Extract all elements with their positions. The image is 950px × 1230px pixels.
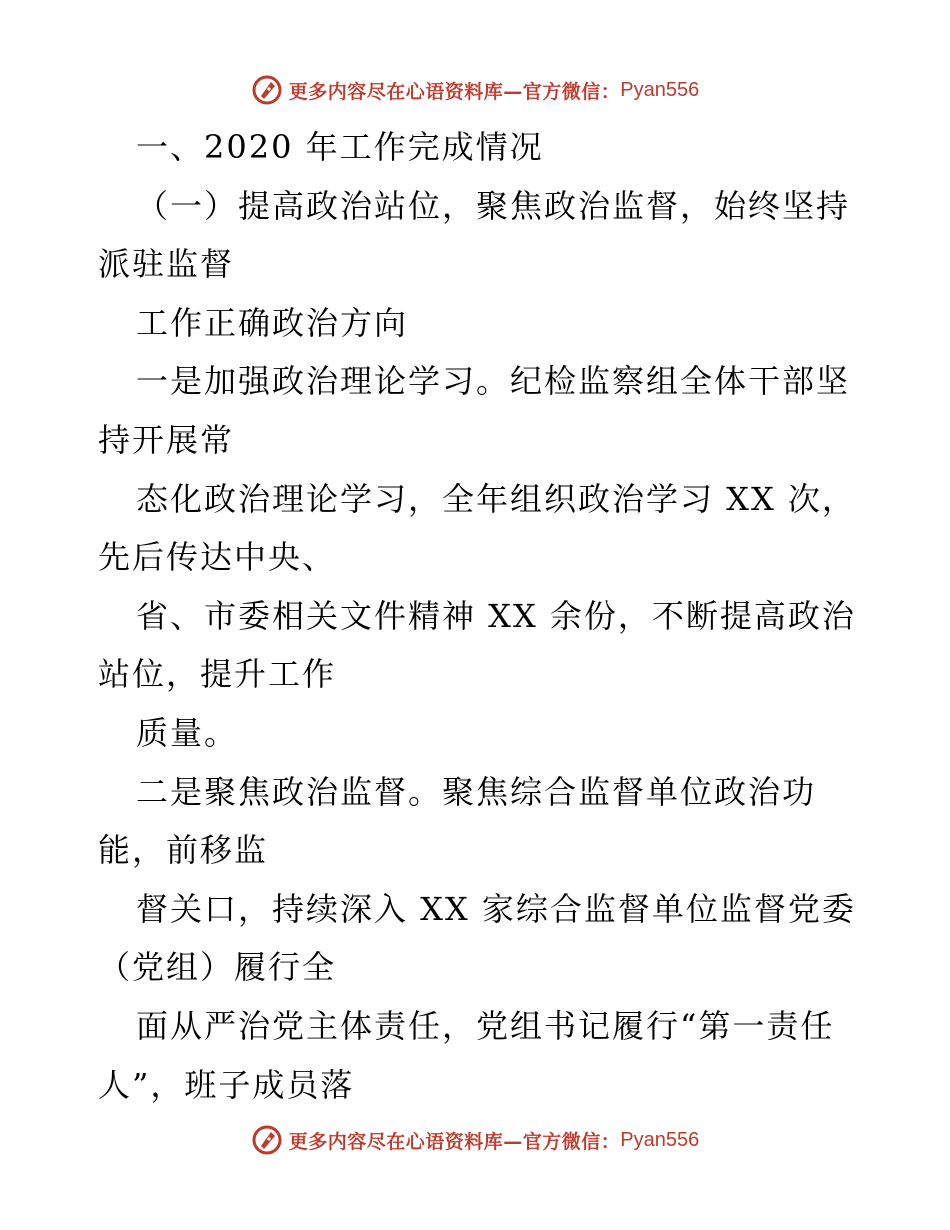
banner-wechat-handle: Pyan556	[620, 78, 700, 101]
footer-watermark-banner	[0, 1120, 950, 1160]
body-line: 督关口，持续深入 XX 家综合监督单位监督党委（党组）履行全	[98, 889, 856, 987]
pen-nib-logo-icon	[251, 1124, 283, 1156]
document-body	[98, 118, 858, 1114]
body-line: 工作正确政治方向	[136, 303, 409, 342]
body-line: 质量。	[136, 713, 239, 752]
header-watermark-banner	[0, 70, 950, 110]
banner-text: 更多内容尽在心语资料库—官方微信：	[288, 1130, 621, 1153]
body-line: 态化政治理论学习，全年组织政治学习 XX 次，先后传达中央、	[98, 479, 856, 577]
banner-wechat-handle: Pyan556	[620, 1128, 700, 1151]
body-line: 二是聚焦政治监督。聚焦综合监督单位政治功能，前移监	[98, 772, 817, 870]
subsection-heading: （一）提高政治站位，聚焦政治监督，始终坚持派驻监督	[98, 186, 851, 284]
banner-text: 更多内容尽在心语资料库—官方微信：	[288, 80, 621, 103]
section-heading: 一、2020 年工作完成情况	[136, 128, 544, 166]
body-line: 一是加强政治理论学习。纪检监察组全体干部坚持开展常	[98, 362, 851, 459]
pen-nib-logo-icon	[251, 74, 283, 106]
body-line: 省、市委相关文件精神 XX 余份，不断提高政治站位，提升工作	[98, 596, 856, 694]
body-line: 面从严治党主体责任，党组书记履行“第一责任人”，班子成员落	[98, 1006, 835, 1104]
